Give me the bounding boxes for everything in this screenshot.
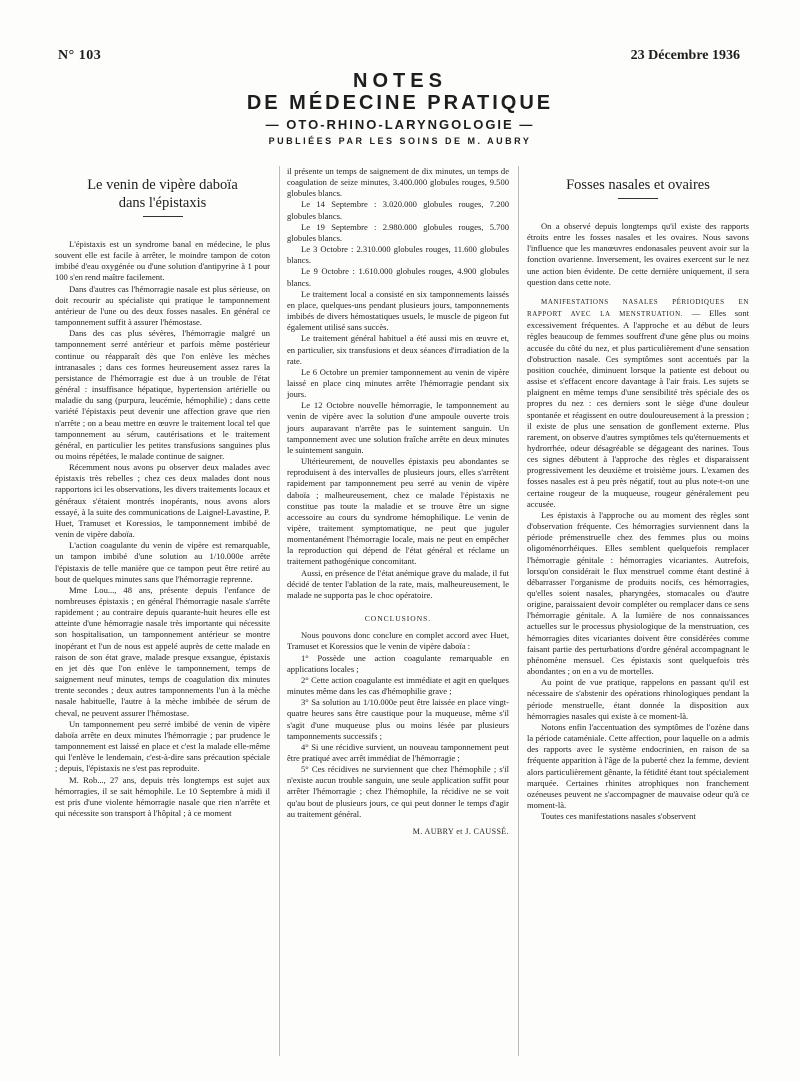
article1-column1 <box>55 166 270 819</box>
issue-date: 23 Décembre 1936 <box>630 48 740 63</box>
paragraph: Le 3 Octobre : 2.310.000 globules rouges, 11.600 globules blancs. <box>287 244 509 266</box>
paragraph-text: — Elles sont excessivement fréquentes. A l'approche et au début de leurs règles beaucoup de femmes souffrent d'une gêne plus ou moins accusée du côté du nez, et plus particulièrement d'une sensation d'obstruction nasale. Ces symptômes sont accentués par la position couchée, diminuent lorsque la patiente est debout ou assise et s'effacent encore davantage à l'air frais. Les sujets se plaignent en même temps d'une sensibilité très spéciale des os propres du nez : ces derniers sont le siège d'une douleur spontanée et réagissent en outre douloureusement à la pression ; il existe de plus une sensation de gonflement externe. Plus rarement, on observe d'autres symptômes tels qu'éternuements et hydrorrhée, odeur désagréable se dégageant des narines. Tous ces signes débutent à l'approche des règles et disparaissent progressivement les deuxième et troisième jours. L'examen des fosses nasales est à peu près négatif, tout au plus note-t-on une certaine rougeur de la muqueuse, rougeur généralement peu accusée. <box>527 308 749 509</box>
paragraph: 1° Possède une action coagulante remarquable en applications locales ; <box>287 652 509 674</box>
paragraph: Dans d'autres cas l'hémorragie nasale est plus sérieuse, on doit recourir au spécialiste qui pratique le tamponnement antérieur de l'une ou des deux fosses nasales. En général ce tamponnement suffit à assurer l'hémostase. <box>55 283 270 328</box>
masthead-subtitle: DE MÉDECINE PRATIQUE <box>246 92 554 114</box>
conclusions-heading: CONCLUSIONS. <box>364 614 432 624</box>
masthead <box>0 70 800 148</box>
issue-number: N° 103 <box>58 48 102 63</box>
paragraph: Le 19 Septembre : 2.980.000 globules rouges, 5.700 globules blancs. <box>287 221 509 243</box>
paragraph: Au point de vue pratique, rappelons en passant qu'il est nécessaire de s'abstenir des opérations rhinologiques pendant la période menstruelle, étant donnée la disposition aux hémorragies nasales qui existe à ce moment-là. <box>527 677 749 721</box>
section-heading: MANIFESTATIONS NASALES PÉRIODIQUES EN RAPPORT AVEC LA MENSTRUATION. <box>527 297 749 319</box>
paragraph: Le 6 Octobre un premier tamponnement au venin de vipère laissé en place cinq minutes arrête l'hémorragie pendant six jours. <box>287 366 509 400</box>
paragraph: 4° Si une récidive survient, un nouveau tamponnement peut être pratiqué avec arrêt immédiat de l'hémorragie ; <box>287 741 509 763</box>
paragraph: Les épistaxis à l'approche ou au moment des règles sont d'observation fréquente. Ces hémorragies surviennent dans la période prémenstruelle chez des femmes plus ou moins oligoménorrhéiques. Elles semblent quelquefois remplacer l'hémorragie génitale : hémorragies vicariantes. Autrefois, lorsqu'on considérait le flux menstruel comme étant destiné à débarrasser l'organisme de produits nocifs, ces hémorragies, qu'elles soient nasales, pharyngées, stomacales ou d'autre origine, paraissaient devoir compléter ou remplacer dans ce sens l'hémorragie génitale. A la lumière de nos connaissances actuelles sur le processus physiologique de la menstruation, ces hémorragies dites vicariantes doivent être considérées comme faisant partie des perturbations d'ordre général accompagnant le phénomène mensuel. Ces épistaxis sont quelquefois très abondantes ; on en a vu de mortelles. <box>527 509 749 677</box>
paragraph: Le traitement local a consisté en six tamponnements laissés en place, quelques-uns pendant plusieurs jours, tamponnements imbibés de divers hémostatiques usuels, le muscle de pigeon fut également utilisé sans succès. <box>287 288 509 333</box>
article2-title: Fosses nasales et ovaires <box>566 177 710 193</box>
paragraph: Notons enfin l'accentuation des symptômes de l'ozène dans la période cataméniale. Cette affection, pour laquelle on a admis des rapports avec le système endocrinien, en raison de sa fréquente apparition à l'âge de la puberté chez la femme, devient alors particulièrement gênante, la fétidité étant tout spécialement marquée. Certaines rhinites atrophiques non franchement ozéneuses peuvent ne s'accompagner de mauvaise odeur qu'à ce moment-là. <box>527 721 749 810</box>
article1-title-line1: Le venin de vipère daboïa <box>87 177 238 193</box>
paragraph: Le 12 Octobre nouvelle hémorragie, le tamponnement au venin de vipère avec la solution d'une ampoule ouverte trois jours auparavant n'arrête pas le suintement sanguin. Un tamponnement avec une solution fraîche arrête en deux minutes le suintement sanguin. <box>287 400 509 455</box>
paragraph: Le 9 Octobre : 1.610.000 globules rouges, 4.900 globules blancs. <box>287 266 509 288</box>
article1-signature: M. AUBRY et J. CAUSSÉ. <box>412 826 509 836</box>
paragraph: il présente un temps de saignement de dix minutes, un temps de coagulation de seize minutes, 3.400.000 globules rouges, 9.500 globules blancs. <box>287 166 509 199</box>
paragraph: Toutes ces manifestations nasales s'observent <box>541 811 696 822</box>
masthead-title: NOTES <box>353 70 447 92</box>
title-rule <box>618 198 658 199</box>
paragraph: Ultérieurement, de nouvelles épistaxis peu abondantes se reproduisent à des intervalles de plusieurs jours, elles s'arrêtent rapidement par tamponnement peu serré au venin de vipère daboïa ; malheureusement, chez ce malade l'épistaxis ne constitue pas toute la maladie et se trouve être un signe accessoire au cours du syndrome hémophilique. Le venin de vipère, traitement symptomatique, ne peut que juguler momentanément l'hémorragie locale, mais ne peut en empêcher la reproduction qui dépend de l'état général et réclame un traitement pathogénique concomitant. <box>287 456 509 567</box>
column-divider-right <box>518 166 519 1056</box>
paragraph: 5° Ces récidives ne surviennent que chez l'hémophile ; s'il n'existe aucun trouble sanguin, une seule application suffit pour arrêter l'hémorragie ; chez l'hémophile, la récidive ne se voit qu'au bout de plusieurs jours, ce qui peut donner le temps d'agir au traitement général. <box>287 764 509 819</box>
paragraph: L'action coagulante du venin de vipère est remarquable, un tampon imbibé d'une solution au 1/10.000e arrête l'épistaxis de telle manière que ce tampon peut être retiré au bout de quelques minutes sans que l'hémorragie reprenne. <box>55 540 270 584</box>
article1-title-line2: dans l'épistaxis <box>118 195 207 211</box>
title-rule <box>143 216 183 217</box>
paragraph: Aussi, en présence de l'état anémique grave du malade, il fut décidé de tenter l'ablation de la rate, mais, malheureusement, le malade ne supporta pas le choc opératoire. <box>287 567 509 600</box>
paragraph: On a observé depuis longtemps qu'il existe des rapports étroits entre les fosses nasales et les ovaires. Nous savons l'influence que les manœuvres endonasales peuvent avoir sur la fonction ovarienne. Inversement, les ovaires exercent sur le nez une action bien évidente. De cette dernière uniquement, il sera question dans cette note. <box>527 221 749 287</box>
paragraph: Dans des cas plus sévères, l'hémorragie malgré un tamponnement serré antérieur et parfois même postérieur continue ou réapparaît dès que l'on enlève les mèches intranasales ; dans ces formes heureusement assez rares la persistance de l'hémorragie est due à un trouble de l'état général : insuffisance hépatique, hypertension artérielle ou maladie du sang (purpura, leucémie, hémophilie) ; dans cette variété l'épistaxis peut devenir une affection grave que rien n'arrête ; on a beau mettre en œuvre le traitement local tel que tamponnement au sérum, cautérisations et le traitement général, en particulier les petites transfusions sanguines plus ou moins répétées, le malade continue de saigner. <box>55 328 270 461</box>
paragraph: Le 14 Septembre : 3.020.000 globules rouges, 7.200 globules blancs. <box>287 199 509 221</box>
paragraph: L'épistaxis est un syndrome banal en médecine, le plus souvent elle est facile à arrêter, le moindre tampon de coton imbibé d'eau oxygénée ou d'une solution d'antipyrine à 1 pour 100 s'en rend maître facilement. <box>55 239 270 283</box>
paragraph: Nous pouvons donc conclure en complet accord avec Huet, Tramuset et Koressios que le venin de vipère daboïa : <box>287 630 509 652</box>
paragraph: M. Rob..., 27 ans, depuis très longtemps est sujet aux hémorragies, il se sait hémophile. Le 10 Septembre à midi il est pris d'une violente hémorragie nasale que rien n'arrête et qui nécessite son transport à l'hôpital ; à ce moment <box>55 774 270 818</box>
paragraph: 3° Sa solution au 1/10.000e peut être laissée en place vingt-quatre heures sans être caustique pour la muqueuse, même s'il s'agit d'une muqueuse plus ou moins lésée par plusieurs tamponnements successifs ; <box>287 697 509 741</box>
article1-column2 <box>287 166 509 837</box>
paragraph: Un tamponnement peu serré imbibé de venin de vipère daboïa arrête en deux minutes l'hémorragie ; par prudence le tamponnement est laissé en place et c'est la malade elle-même qui l'enlève le lendemain, c'est-à-dire sans précaution spéciale ; depuis, l'épistaxis ne s'est pas reproduite. <box>55 718 270 774</box>
masthead-specialty: — OTO-RHINO-LARYNGOLOGIE — <box>265 117 535 132</box>
paragraph: 2° Cette action coagulante est immédiate et agit en quelques minutes même dans les cas d'hémophilie grave ; <box>287 674 509 697</box>
paragraph: Mme Lou..., 48 ans, présente depuis l'enfance de nombreuses épistaxis ; en général l'hémorragie nasale s'arrête rapidement ; au contraire depuis quarante-huit heures elle est atteinte d'une hémorragie nasale très importante qui nécessite son hospitalisation, un tamponnement antérieur se montre inopérant et l'un de nous est appelé auprès de cette malade en raison de son état grave, malade presque exsangue, épistaxis en jet dès que l'on enlève le tamponnement, temps de saignement neuf minutes, temps de coagulation dix minutes trente secondes ; deux autres tamponnements l'un à la mèche nasale habituelle, l'autre à la mèche imbibée de sérum de cheval, ne peuvent assurer l'hémostase. <box>55 584 270 718</box>
masthead-editor: PUBLIÉES PAR LES SOINS DE M. AUBRY <box>268 136 532 146</box>
paragraph <box>527 296 749 510</box>
paragraph: Récemment nous avons pu observer deux malades avec épistaxis très rebelles ; chez ces deux malades dont nous rapportons ici les observations, les divers traitements locaux et généraux s'étaient montrés inopérants, nous avons alors essayé, à la suite des communications de Laignel-Lavastine, P. Huet, Tramuset et Koressios, le tamponnement imbibé de venin de vipère daboïa. <box>55 462 270 540</box>
column-divider-left <box>279 166 280 1056</box>
article1-title <box>55 176 270 212</box>
paragraph: Le traitement général habituel a été aussi mis en œuvre et, en particulier, six transfusions et deux séances d'irradiation de la rate. <box>287 333 509 366</box>
article2-column <box>527 166 749 822</box>
